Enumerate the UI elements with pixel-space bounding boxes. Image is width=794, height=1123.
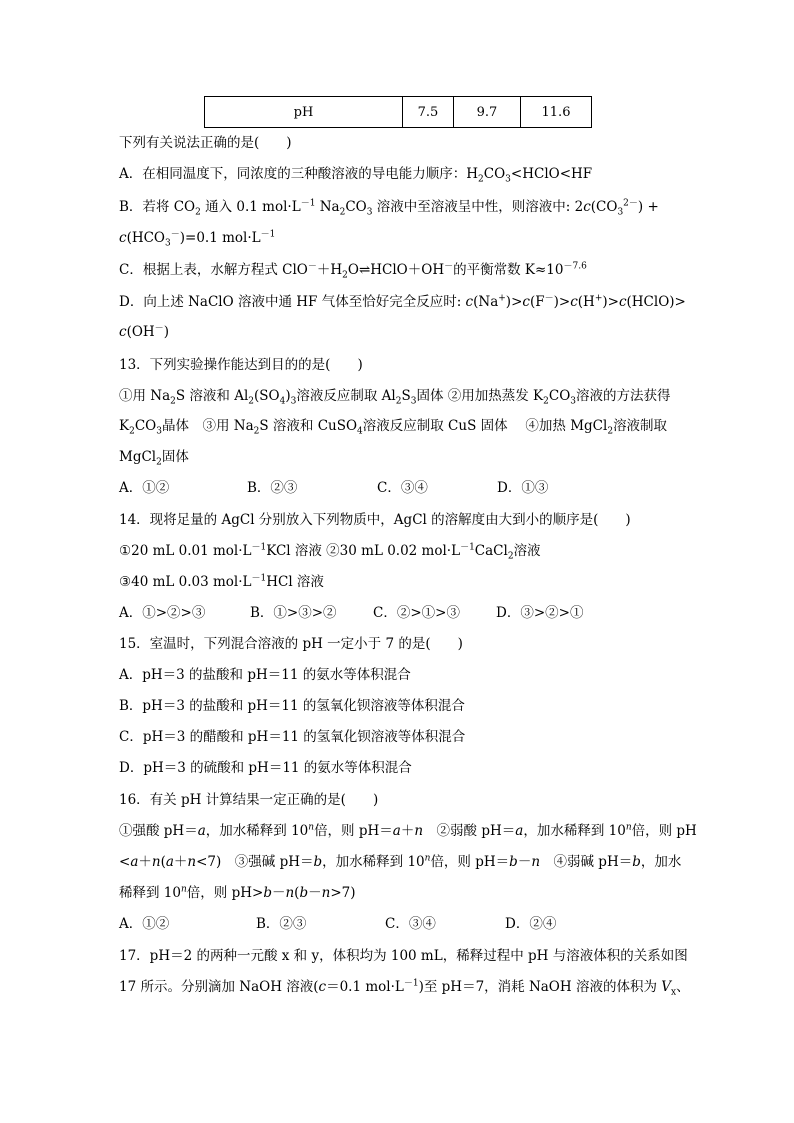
q16-item-line3: 稀释到 10$^n$倍，则 pH>b－n(b－n>7) — [119, 884, 356, 901]
q13-option-d: D．①③ — [497, 480, 549, 496]
q16-item-line1: ①强酸 pH＝a，加水稀释到 10$^n$倍，则 pH＝a＋n ②弱酸 pH＝a，加水稀释到 10$^n$倍，则 pH — [119, 822, 697, 839]
q13-option-b: B．②③ — [247, 480, 298, 496]
q15-option-a: A．pH＝3 的盐酸和 pH＝11 的氨水等体积混合 — [119, 667, 411, 683]
q13-item-line2: $K_2CO_3$晶体 ③用 $Na_2S$ 溶液和 CuSO$_4$溶液反应制取 CuS 固体 ④加热 MgCl$_2$溶液制取 — [119, 418, 668, 437]
q15-option-d: D．pH＝3 的硫酸和 pH＝11 的氨水等体积混合 — [119, 760, 412, 776]
q14-stem: 14．现将足量的 AgCl 分别放入下列物质中，AgCl 的溶解度由大到小的顺序是( ) — [119, 512, 631, 528]
q13-item-line3: MgCl$_2$固体 — [119, 449, 189, 468]
q12-option-a: A．在相同温度下，同浓度的三种酸溶液的导电能力顺序：$H_2CO_3<HClO<HF$ — [119, 166, 593, 185]
q17-line2: 17 所示。分别滴加 NaOH 溶液(c＝0.1 $mol\cdot L^{-1}$)至 pH＝7，消耗 NaOH 溶液的体积为 $V_x$、 — [119, 978, 690, 998]
q13-stem: 13．下列实验操作能达到目的的是( ) — [119, 357, 363, 373]
table-cell-label: pH — [205, 97, 403, 128]
q12-option-b-line1: B．若将 $CO_2$ 通入 0.1 $mol\cdot L^{-1}$ $Na_2CO_3$ 溶液中至溶液呈中性，则溶液中: $2c(CO_3^{2-})$ + — [119, 198, 659, 218]
q16-option-a: A．①② — [119, 916, 170, 932]
q16-stem: 16．有关 pH 计算结果一定正确的是( ) — [119, 792, 379, 808]
q12-stem: 下列有关说法正确的是( ) — [119, 135, 292, 151]
q14-option-c: C．②>①>③ — [373, 605, 460, 621]
q14-option-b: B．①>③>② — [250, 605, 337, 621]
q14-item-line2: ③40 mL 0.03 $mol\cdot L^{-1}HCl$ 溶液 — [119, 573, 324, 590]
q14-option-d: D．③>②>① — [496, 605, 584, 621]
q13-item-line1: ①用 $Na_2S$ 溶液和 $Al_2(SO_4)_3$溶液反应制取 $Al_2S_3$固体 ②用加热蒸发 $K_2CO_3$溶液的方法获得 — [119, 388, 671, 407]
q16-option-c: C．③④ — [385, 916, 436, 932]
equilibrium-arrow: ⇌ — [358, 262, 371, 278]
q17-line1: 17．pH＝2 的两种一元酸 x 和 y，体积均为 100 mL，稀释过程中 pH 与溶液体积的关系如图 — [119, 948, 688, 964]
q12-option-d-line2: c(OH－) — [119, 323, 169, 340]
q15-option-c: C．pH＝3 的醋酸和 pH＝11 的氢氧化钡溶液等体积混合 — [119, 729, 466, 745]
q16-option-b: B．②③ — [256, 916, 307, 932]
ph-table — [204, 96, 592, 128]
q12-option-b-line2: $c(HCO_3^-)=0.1$ $mol\cdot L^{-1}$ — [119, 229, 276, 249]
q16-option-d: D．②④ — [505, 916, 557, 932]
q16-item-line2: <a＋n(a＋n<7) ③强碱 pH＝b，加水稀释到 10$^n$倍，则 pH＝b－n ④弱碱 pH＝b，加水 — [119, 853, 682, 870]
table-cell-value-3: 11.6 — [521, 97, 592, 128]
q13-option-c: C．③④ — [377, 480, 428, 496]
q15-option-b: B．pH＝3 的盐酸和 pH＝11 的氢氧化钡溶液等体积混合 — [119, 698, 465, 714]
table-row — [205, 97, 592, 128]
table-cell-value-2: 9.7 — [454, 97, 521, 128]
table-cell-value-1: 7.5 — [403, 97, 454, 128]
q14-item-line1: ①20 mL 0.01 $mol\cdot L^{-1}KCl$ 溶液 ②30 mL 0.02 $mol\cdot L^{-1}CaCl_2$溶液 — [119, 542, 541, 562]
q12-option-c: C．根据上表，水解方程式 $ClO^-+H_2O\rightleftharpoons HClO+OH^-$的平衡常数 $K\approx 10^{-7.6}$ — [119, 261, 587, 281]
q12-option-d-line1: D．向上述 NaClO 溶液中通 HF 气体至恰好完全反应时: c(Na+)>c(F－)>c(H+)>c(HClO)> — [119, 293, 686, 310]
q13-option-a: A．①② — [119, 480, 170, 496]
q15-stem: 15．室温时，下列混合溶液的 pH 一定小于 7 的是( ) — [119, 636, 463, 652]
q14-option-a: A．①>②>③ — [119, 605, 206, 621]
